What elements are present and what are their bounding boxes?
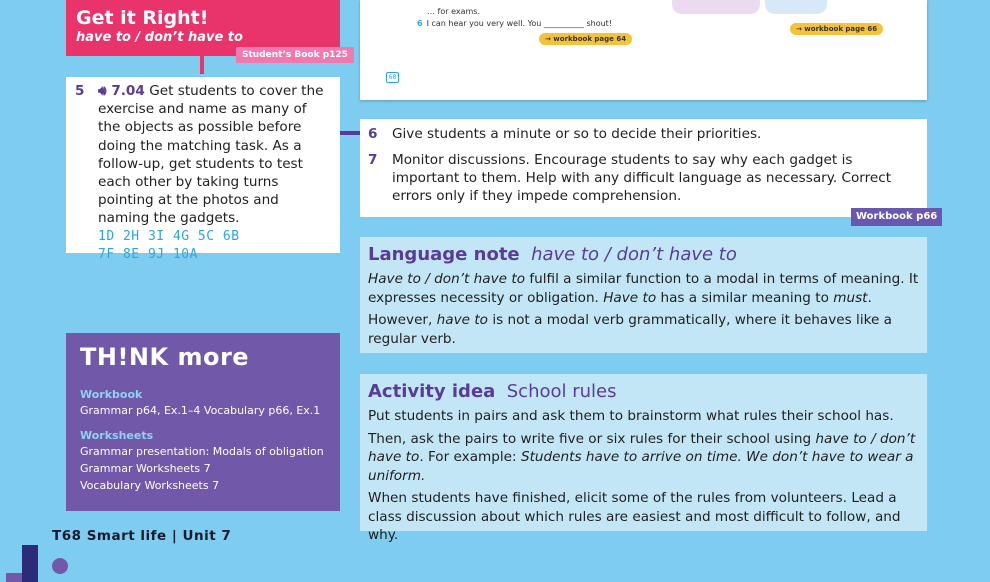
preview-text-line: … for exams. (427, 7, 481, 16)
worksheet-item: Vocabulary Worksheets 7 (80, 479, 220, 492)
activity-paragraph: When students have finished, elicit some of the rules from volunteers. Lead a class discussion about which rules are easiest and most difficult to follow, and why. (368, 490, 901, 543)
language-note-box (360, 237, 927, 353)
activity-text: Then, ask the pairs to write five or six rules for their school using (368, 430, 816, 447)
preview-item-text: I can hear you very well. You __________ shout! (426, 19, 613, 28)
note-text: . (867, 289, 872, 306)
note-text: has a similar meaning to (656, 289, 834, 306)
note-text: However, (368, 312, 437, 328)
get-it-right-subtitle: have to / don’t have to (76, 30, 243, 45)
decorative-dot (52, 558, 68, 574)
exercise-number: 5 (75, 83, 85, 99)
answer-key-line: 7F 8E 9J 10A (98, 246, 198, 262)
worksheets-label: Worksheets (80, 429, 154, 442)
step-text: Give students a minute or so to decide their priorities. (392, 126, 762, 142)
preview-item-number: 6 (417, 19, 423, 28)
language-note-heading (368, 243, 919, 267)
speech-bubble (765, 0, 827, 14)
activity-emphasis: Students have to arrive on time. We don’t have to wear a uniform. (368, 449, 914, 484)
audio-track-number: 7.04 (111, 83, 145, 99)
heading-topic: School rules (506, 381, 617, 402)
activity-idea-box (360, 374, 927, 543)
workbook-label: Workbook (80, 388, 143, 401)
exercise-text: Get students to cover the exercise and name as many of the objects as possible before doing the matching task. As a follow-up, get students to test each other by taking turns pointing at the photos and naming the gadgets. (98, 83, 324, 227)
workbook-badge: Workbook p66 (851, 208, 942, 226)
students-book-badge: Student’s Book p125 (236, 47, 354, 63)
note-paragraph (368, 270, 919, 307)
steps-box (360, 119, 927, 217)
think-more-title: TH!NK more (80, 343, 250, 371)
step-item (368, 151, 919, 205)
page-footer: T68 Smart life | Unit 7 (52, 528, 232, 544)
heading-label: Activity idea (368, 381, 496, 402)
activity-text: . For example: (419, 449, 521, 465)
heading-topic: have to / don’t have to (531, 244, 737, 265)
step-number: 6 (368, 126, 378, 142)
preview-text-line (417, 19, 612, 28)
activity-idea-heading (368, 380, 919, 404)
speech-bubble (672, 0, 760, 14)
note-text: is not a modal verb grammatically, where it behaves like a regular verb. (368, 312, 893, 347)
note-emphasis: must (833, 289, 868, 306)
worksheet-item: Grammar presentation: Modals of obligation (80, 445, 324, 458)
decorative-bar (6, 573, 22, 582)
connector-line (200, 56, 204, 74)
exercise-instructions (98, 82, 332, 228)
exercise-5-box (66, 77, 340, 262)
get-it-right-title: Get it Right! (76, 7, 209, 29)
audio-track[interactable] (98, 83, 145, 99)
workbook-page-pill: → workbook page 66 (790, 23, 883, 35)
decorative-bar (22, 545, 38, 582)
connector-line (340, 131, 360, 135)
activity-emphasis: have to / don’t have to (368, 430, 916, 465)
answer-key-line: 1D 2H 3I 4G 5C 6B (98, 228, 240, 244)
step-text: Monitor discussions. Encourage students to say why each gadget is important to them. Help with any difficult language as necessary. Correct errors only if they impede comprehension. (392, 152, 892, 204)
worksheet-item: Grammar Worksheets 7 (80, 462, 211, 475)
step-item (368, 125, 919, 143)
page-number-badge: 68 (386, 72, 399, 83)
note-text: fulfil a similar function to a modal in terms of meaning. It expresses necessity or obligation. (368, 271, 919, 306)
speaker-icon: 🔊︎ (98, 83, 107, 99)
think-more-box (66, 333, 340, 511)
heading-label: Language note (368, 244, 520, 265)
workbook-references: Grammar p64, Ex.1–4 Vocabulary p66, Ex.1 (80, 404, 321, 417)
note-emphasis: have to (436, 312, 488, 328)
activity-paragraph (368, 430, 919, 486)
student-book-preview (360, 0, 927, 100)
activity-paragraph: Put students in pairs and ask them to brainstorm what rules their school has. (368, 408, 894, 424)
workbook-page-pill: → workbook page 64 (539, 33, 632, 45)
note-emphasis: Have to (603, 289, 657, 306)
note-paragraph (368, 311, 919, 348)
step-number: 7 (368, 152, 378, 168)
note-emphasis: Have to / don’t have to (368, 271, 526, 287)
